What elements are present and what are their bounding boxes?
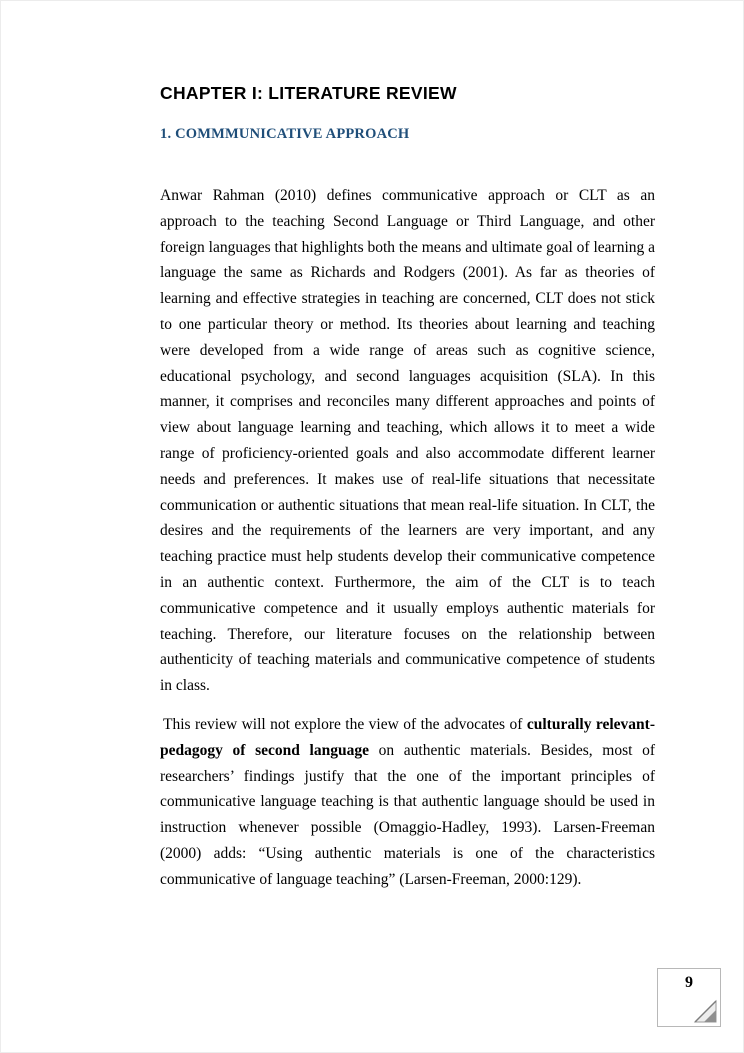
paragraph-2-text-pre: This review will not explore the view of the advocates of — [163, 715, 527, 733]
paragraph-2-bold-phrase: culturally relevant-pedagogy of second language — [160, 715, 655, 759]
page-curl-icon — [692, 998, 718, 1024]
paragraph-1: Anwar Rahman (2010) defines communicative approach or CLT as an approach to the teaching Second Language or Third Language, and other foreign languages that highlights both the means and ultimate goal of learning a language the same as Richards and Rodgers (2001). As far as theories of learning and effective strategies in teaching are concerned, CLT does not stick to one particular theory or method. Its theories about learning and teaching were developed from a wide range of areas such as cognitive science, educational psychology, and second languages acquisition (SLA). In this manner, it comprises and reconciles many different approaches and points of view about language learning and teaching, which allows it to meet a wide range of proficiency-oriented goals and also accommodate different learner needs and preferences. It makes use of real-life situations that necessitate communication or authentic situations that mean real-life situation. In CLT, the desires and the requirements of the learners are very important, and any teaching practice must help students develop their communicative competence in an authentic context. Furthermore, the aim of the CLT is to teach communicative competence and it usually employs authentic materials for teaching. Therefore, our literature focuses on the relationship between authenticity of teaching materials and communicative competence of students in class. — [160, 187, 656, 695]
page-number: 9 — [685, 974, 693, 991]
paragraph-2 — [160, 712, 655, 893]
page-number-box — [657, 968, 721, 1027]
chapter-title: CHAPTER I: LITERATURE REVIEW — [160, 83, 457, 103]
paragraph-2-text-post: on authentic materials. Besides, most of researchers’ findings justify that the one of the important principles of communicative language teaching is that authentic language should be used in instruction whenever possible (Omaggio-Hadley, 1993). Larsen-Freeman (2000) adds: “Using authentic materials is one of the characteristics communicative of language teaching” (Larsen-Freeman, 2000:129). — [160, 741, 656, 888]
page-content — [1, 1, 743, 893]
section-heading: 1. COMMMUNICATIVE APPROACH — [160, 126, 410, 142]
